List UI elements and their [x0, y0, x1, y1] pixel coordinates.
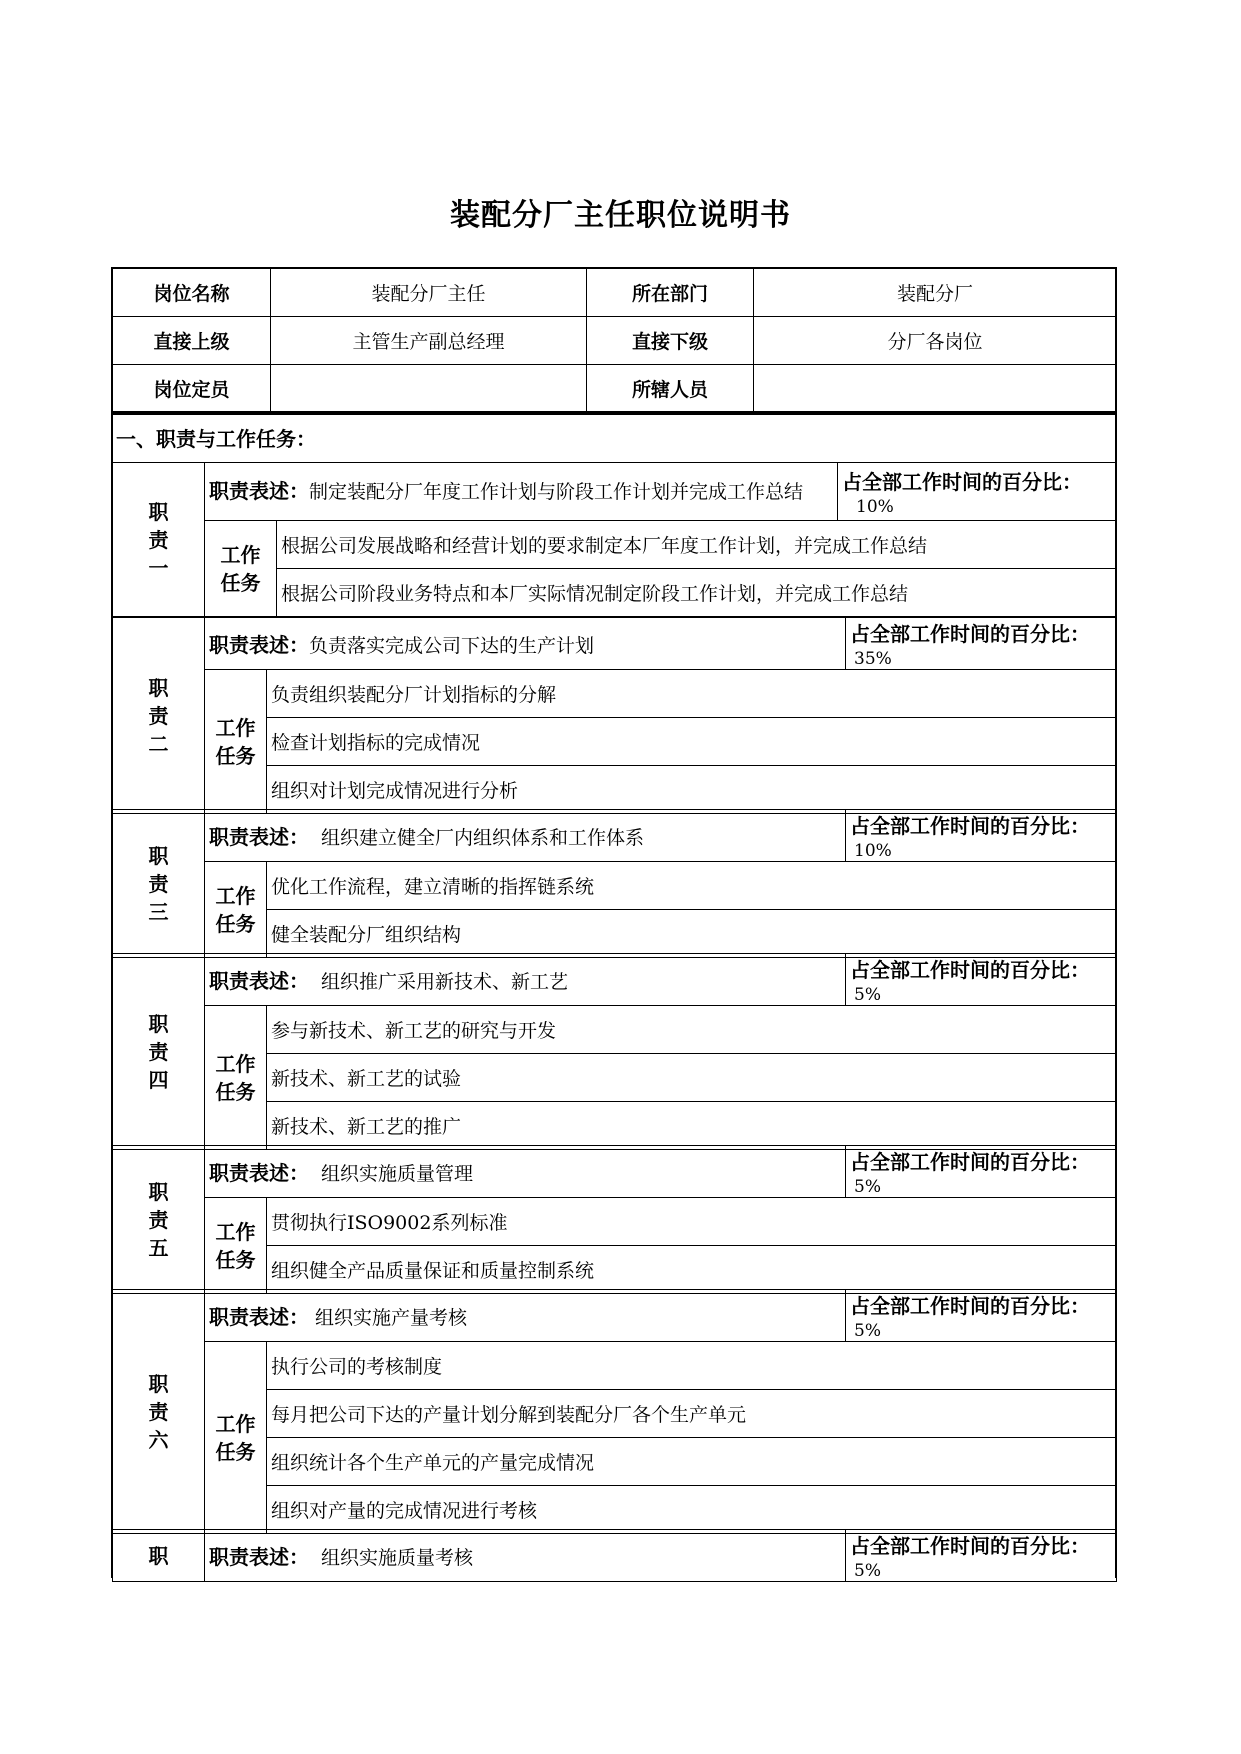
statement-text: 组织推广采用新技术、新工艺: [321, 971, 569, 993]
task-label: 工作 任务: [205, 1006, 267, 1150]
duty-statement: [205, 463, 838, 521]
duty-name: 职 责 五: [113, 1146, 205, 1294]
duty-block: [112, 1529, 1117, 1582]
task-item: 组织对产量的完成情况进行考核: [267, 1486, 1117, 1534]
task-item: 组织统计各个生产单元的产量完成情况: [267, 1438, 1117, 1486]
percentage-label: 占全部工作时间的百分比：: [842, 470, 1083, 494]
statement-label: 职责表述：: [209, 825, 309, 849]
statement-text: 组织实施质量考核: [321, 1547, 474, 1569]
task-item: 优化工作流程，建立清晰的指挥链系统: [267, 862, 1117, 910]
percentage-value: 10%: [856, 497, 894, 517]
superior-label: 直接上级: [113, 317, 271, 365]
department-value: 装配分厂: [754, 269, 1117, 317]
duty-name: 职 责 二: [113, 618, 205, 814]
duty-block: [112, 809, 1117, 958]
statement-text: 负责落实完成公司下达的生产计划: [309, 635, 595, 657]
duty-statement: [205, 954, 846, 1006]
percentage-label: 占全部工作时间的百分比：: [850, 958, 1091, 982]
task-item: 贯彻执行ISO9002系列标准: [267, 1198, 1117, 1246]
time-percentage: [846, 1290, 1117, 1342]
quota-label: 岗位定员: [113, 365, 271, 413]
duty-block: [112, 617, 1117, 814]
statement-text: 制定装配分厂年度工作计划与阶段工作计划并完成工作总结: [309, 481, 804, 503]
department-label: 所在部门: [587, 269, 754, 317]
task-item: 新技术、新工艺的推广: [267, 1102, 1117, 1150]
task-item: 参与新技术、新工艺的研究与开发: [267, 1006, 1117, 1054]
managed-staff-label: 所辖人员: [587, 365, 754, 413]
basic-info-table: [112, 268, 1117, 413]
task-label: 工作 任务: [205, 521, 277, 617]
duty-statement: [205, 1290, 846, 1342]
duty-name: 职 责 六: [113, 1290, 205, 1534]
task-item: 执行公司的考核制度: [267, 1342, 1117, 1390]
task-label: 工作 任务: [205, 670, 267, 814]
duty-name: 职 责 四: [113, 954, 205, 1150]
managed-staff-value: [754, 365, 1117, 413]
duty-name: 职: [113, 1530, 205, 1582]
percentage-label: 占全部工作时间的百分比：: [850, 1534, 1091, 1558]
percentage-value: 35%: [854, 649, 892, 669]
task-item: 根据公司发展战略和经营计划的要求制定本厂年度工作计划，并完成工作总结: [277, 521, 1117, 569]
duty-statement: [205, 810, 846, 862]
percentage-value: 5%: [854, 985, 881, 1005]
time-percentage: [846, 810, 1117, 862]
percentage-value: 5%: [854, 1177, 881, 1197]
time-percentage: [846, 618, 1117, 670]
duty-block: [112, 1289, 1117, 1534]
position-name-label: 岗位名称: [113, 269, 271, 317]
duty-statement: [205, 1530, 846, 1582]
statement-label: 职责表述：: [209, 1305, 309, 1329]
statement-label: 职责表述：: [209, 969, 309, 993]
percentage-label: 占全部工作时间的百分比：: [850, 622, 1091, 646]
quota-value: [271, 365, 587, 413]
statement-label: 职责表述：: [209, 1161, 309, 1185]
task-label: 工作 任务: [205, 862, 267, 958]
percentage-label: 占全部工作时间的百分比：: [850, 1294, 1091, 1318]
duty-name: 职 责 一: [113, 463, 205, 617]
task-label: 工作 任务: [205, 1198, 267, 1294]
time-percentage: [846, 1146, 1117, 1198]
percentage-value: 5%: [854, 1321, 881, 1341]
task-item: 健全装配分厂组织结构: [267, 910, 1117, 958]
duty-block: [112, 462, 1117, 617]
section-heading-table: [112, 412, 1116, 463]
duty-statement: [205, 1146, 846, 1198]
task-item: 新技术、新工艺的试验: [267, 1054, 1117, 1102]
time-percentage: [846, 954, 1117, 1006]
duty-block: [112, 1145, 1117, 1294]
statement-label: 职责表述：: [209, 633, 309, 657]
percentage-label: 占全部工作时间的百分比：: [850, 814, 1091, 838]
task-item: 每月把公司下达的产量计划分解到装配分厂各个生产单元: [267, 1390, 1117, 1438]
task-item: 负责组织装配分厂计划指标的分解: [267, 670, 1117, 718]
statement-label: 职责表述：: [209, 1545, 309, 1569]
section-heading: 一、职责与工作任务：: [113, 413, 1116, 463]
statement-text: 组织实施质量管理: [321, 1163, 474, 1185]
position-name-value: 装配分厂主任: [271, 269, 587, 317]
time-percentage: [838, 463, 1117, 521]
task-item: 检查计划指标的完成情况: [267, 718, 1117, 766]
statement-text: 组织建立健全厂内组织体系和工作体系: [321, 827, 645, 849]
duty-block: [112, 953, 1117, 1150]
task-item: 根据公司阶段业务特点和本厂实际情况制定阶段工作计划，并完成工作总结: [277, 569, 1117, 617]
percentage-value: 10%: [854, 841, 892, 861]
statement-label: 职责表述：: [209, 479, 309, 503]
task-item: 组织健全产品质量保证和质量控制系统: [267, 1246, 1117, 1294]
percentage-label: 占全部工作时间的百分比：: [850, 1150, 1091, 1174]
document-title: 装配分厂主任职位说明书: [450, 198, 791, 233]
statement-text: 组织实施产量考核: [315, 1307, 468, 1329]
superior-value: 主管生产副总经理: [271, 317, 587, 365]
task-item: 组织对计划完成情况进行分析: [267, 766, 1117, 814]
percentage-value: 5%: [854, 1561, 881, 1581]
duty-statement: [205, 618, 846, 670]
subordinate-value: 分厂各岗位: [754, 317, 1117, 365]
subordinate-label: 直接下级: [587, 317, 754, 365]
duty-name: 职 责 三: [113, 810, 205, 958]
time-percentage: [846, 1530, 1117, 1582]
task-label: 工作 任务: [205, 1342, 267, 1534]
